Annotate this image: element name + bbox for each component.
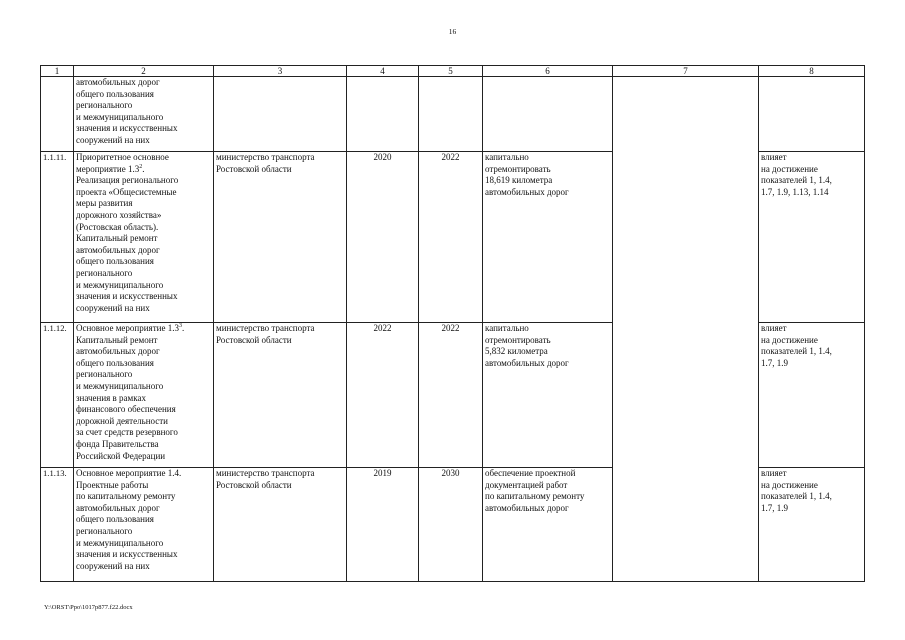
column-number: 1 <box>41 66 74 77</box>
table-row <box>41 77 865 152</box>
cell-line: 1.7, 1.9 <box>761 357 788 368</box>
cell-line: значения и искусственных <box>76 291 178 302</box>
expected-result-cell <box>483 77 613 152</box>
item-number-cell: 1.1.11. <box>41 152 74 323</box>
cell-line: на достижение <box>761 334 818 345</box>
end-year-cell <box>419 77 483 152</box>
page-number: 16 <box>448 27 457 36</box>
cell-line: по капитальному ремонту <box>76 491 176 502</box>
cell-line: документацией работ <box>485 479 568 490</box>
cell-line: влияет <box>761 152 787 162</box>
end-year-cell: 2030 <box>419 468 483 582</box>
cell-line: показателей 1, 1.4, <box>761 175 832 186</box>
measure-name-cell <box>74 152 214 323</box>
cell-line: меры развития <box>76 198 133 209</box>
cell-line: за счет средств резервного <box>76 427 178 438</box>
executor-cell <box>214 152 347 323</box>
cell-line: регионального <box>76 100 133 111</box>
indicator-link-cell <box>759 323 865 468</box>
start-year-cell: 2022 <box>347 323 419 468</box>
start-year-cell <box>347 77 419 152</box>
column-number: 2 <box>74 66 214 77</box>
column-number: 5 <box>419 66 483 77</box>
cell-line: сооружений на них <box>76 134 150 145</box>
cell-line: Российской Федерации <box>76 450 166 461</box>
cell-line: Реализация регионального <box>76 175 179 186</box>
measure-name-cell <box>74 323 214 468</box>
executor-cell <box>214 468 347 582</box>
cell-line: общего пользования <box>76 357 154 368</box>
cell-line: и межмуниципального <box>76 279 164 290</box>
cell-line: автомобильных дорог <box>485 502 569 513</box>
footnote-marker: 3 <box>178 323 182 329</box>
column-number: 8 <box>759 66 865 77</box>
cell-line: 5,832 километра <box>485 346 548 357</box>
cell-line: автомобильных дорог <box>76 346 160 357</box>
cell-line: сооружений на них <box>76 560 150 571</box>
cell-line: регионального <box>76 267 133 278</box>
column-number: 6 <box>483 66 613 77</box>
indicator-link-cell <box>759 77 865 152</box>
start-year-cell: 2019 <box>347 468 419 582</box>
cell-line: на достижение <box>761 479 818 490</box>
cell-line: Ростовской области <box>216 334 292 345</box>
cell-line: отремонтировать <box>485 163 551 174</box>
expected-result-cell <box>483 152 613 323</box>
cell-line: регионального <box>76 369 133 380</box>
cell-line: Ростовской области <box>216 163 292 174</box>
cell-line: фонда Правительства <box>76 438 159 449</box>
footnote-marker: 2 <box>139 163 143 170</box>
item-number-cell: 1.1.13. <box>41 468 74 582</box>
end-year-cell: 2022 <box>419 323 483 468</box>
cell-line: финансового обеспечения <box>76 404 176 415</box>
end-year-cell: 2022 <box>419 152 483 323</box>
cell-line: дорожной деятельности <box>76 415 168 426</box>
cell-line: общего пользования <box>76 514 154 525</box>
cell-line: показателей 1, 1.4, <box>761 491 832 502</box>
column-number: 7 <box>613 66 759 77</box>
cell-line: показателей 1, 1.4, <box>761 346 832 357</box>
cell-line: значения в рамках <box>76 392 146 403</box>
cell-line: 1.7, 1.9, 1.13, 1.14 <box>761 186 829 197</box>
file-path-footer: Y:\ORST\Ppo\1017p877.f22.docx <box>44 604 133 611</box>
cell-line: Капитальный ремонт <box>76 233 158 244</box>
cell-line: и межмуниципального <box>76 380 164 391</box>
cell-line: министерство транспорта <box>216 323 315 333</box>
executor-cell <box>214 323 347 468</box>
item-number-cell: 1.1.12. <box>41 323 74 468</box>
item-number-cell <box>41 77 74 152</box>
cell-line: 1.7, 1.9 <box>761 502 788 513</box>
cell-line: автомобильных дорог <box>485 186 569 197</box>
cell-line: мероприятие $1.3^2$. <box>76 163 145 174</box>
cell-line: автомобильных дорог <box>76 77 160 87</box>
cell-line: автомобильных дорог <box>485 357 569 368</box>
cell-line: отремонтировать <box>485 334 551 345</box>
cell-line: значения и искусственных <box>76 549 178 560</box>
cell-line: общего пользования <box>76 88 154 99</box>
program-measures-table <box>40 65 865 582</box>
cell-line: автомобильных дорог <box>76 502 160 513</box>
column-number: 4 <box>347 66 419 77</box>
cell-line: сооружений на них <box>76 302 150 313</box>
cell-line: капитально <box>485 152 529 162</box>
measure-name-cell <box>74 77 214 152</box>
indicator-link-cell <box>759 152 865 323</box>
cell-line: (Ростовская область). <box>76 221 159 232</box>
expected-result-cell <box>483 323 613 468</box>
cell-line: регионального <box>76 525 133 536</box>
cell-line: Основное мероприятие 1.4. <box>76 468 182 478</box>
cell-line: Капитальный ремонт <box>76 334 158 345</box>
measure-name-cell <box>74 468 214 582</box>
cell-line: по капитальному ремонту <box>485 491 585 502</box>
cell-line: и межмуниципального <box>76 111 164 122</box>
cell-line: капитально <box>485 323 529 333</box>
cell-line: на достижение <box>761 163 818 174</box>
cell-line: влияет <box>761 468 787 478</box>
cell-line: Проектные работы <box>76 479 149 490</box>
cell-line: 18,619 километра <box>485 175 553 186</box>
cell-line: проекта «Общесистемные <box>76 186 177 197</box>
cell-line: Ростовской области <box>216 479 292 490</box>
column-number: 3 <box>214 66 347 77</box>
cell-line: значения и искусственных <box>76 123 178 134</box>
expected-result-cell <box>483 468 613 582</box>
cell-line: влияет <box>761 323 787 333</box>
cell-line: и межмуниципального <box>76 537 164 548</box>
indicator-link-cell <box>759 468 865 582</box>
consequences-cell-empty <box>613 77 759 582</box>
executor-cell <box>214 77 347 152</box>
cell-line: министерство транспорта <box>216 152 315 162</box>
cell-line: обеспечение проектной <box>485 468 576 478</box>
cell-line: Приоритетное основное <box>76 152 169 162</box>
cell-line: министерство транспорта <box>216 468 315 478</box>
cell-line: Основное мероприятие $1.3^3$. <box>76 323 185 333</box>
cell-line: общего пользования <box>76 256 154 267</box>
cell-line: дорожного хозяйства» <box>76 209 162 220</box>
start-year-cell: 2020 <box>347 152 419 323</box>
column-number-row <box>41 66 865 77</box>
cell-line: автомобильных дорог <box>76 244 160 255</box>
